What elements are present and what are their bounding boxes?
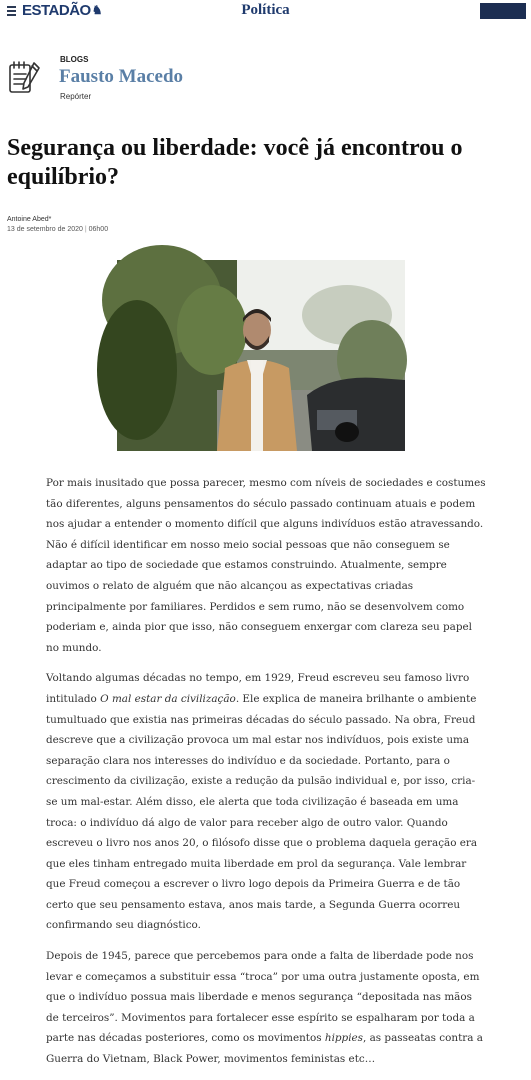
publish-date <box>7 226 108 233</box>
paragraph-2 <box>46 668 486 936</box>
top-bar <box>0 0 531 24</box>
time-text: 06h00 <box>88 226 109 233</box>
brand-name: ESTADÃO <box>22 2 91 19</box>
blog-name-link[interactable]: Fausto Macedo <box>59 66 184 87</box>
page-title: Segurança ou liberdade: você já encontrou o equilíbrio? <box>7 135 463 190</box>
article-body <box>46 473 486 1080</box>
section-title[interactable] <box>0 2 531 19</box>
portrait-image <box>117 260 405 451</box>
paragraph-3 <box>46 946 486 1070</box>
paragraph-1: Por mais inusitado que possa parecer, mesmo com níveis de sociedades e costumes tão diferentes, alguns pensamentos do século passado continuam atuais e podem nos ajudar a entender o momento difícil que alguns indivíduos estão atravessando. Não é difícil identificar em nosso meio social pessoas que não conseguem se adaptar ao tipo de sociedade que estamos construindo. Atualmente, sempre ouvimos o relato de alguém que não alcançou as expectativas criadas principalmente por familiares. Perdidos e sem rumo, não se desenvolvem como poderiam e, ainda pior que isso, não conseguem enxergar com clareza seu papel no mundo. <box>46 477 486 654</box>
article-photo <box>117 260 405 451</box>
section-label: Política <box>241 2 290 18</box>
blog-kicker: BLOGS <box>60 55 89 64</box>
blog-role: Repórter <box>60 92 92 101</box>
book-title: O mal estar da civilização <box>100 692 236 705</box>
author-byline: Antoine Abed* <box>7 216 52 223</box>
subscribe-button[interactable] <box>480 3 526 19</box>
horse-icon: ♞ <box>91 3 102 17</box>
notebook-pencil-icon <box>6 57 42 97</box>
hippies-term: hippies <box>324 1032 363 1045</box>
paragraph-2-text-a: Voltando algumas décadas no tempo, em 1929, Freud escreveu seu famoso livro intitulado <box>46 672 470 705</box>
paragraph-3-text-b: , as passeatas contra a Guerra do Vietnam, Black Power, movimentos feministas etc… <box>46 1032 483 1066</box>
paragraph-3-text-a: Depois de 1945, parece que percebemos para onde a falta de liberdade pode nos levar e começamos a substituir essa “troca” por uma outra justamente oposta, em que o indivíduo possua mais liberdade e menos segurança “depositada nas mãos de terceiros”. Movimentos para fortalecer esse espírito se espalharam por toda a parte nas décadas posteriores, como os movimentos <box>46 950 480 1045</box>
date-text: 13 de setembro de 2020 <box>7 226 83 233</box>
date-separator: | <box>84 226 87 233</box>
paragraph-2-text-b: . Ele explica de maneira brilhante o ambiente tumultuado que existia nas primeiras décadas do século passado. Na obra, Freud descreve que a civilização provoca um mal estar nos indivíduos, pois existe uma separação clara nos interesses do indivíduo e da sociedade. Portanto, para o crescimento da civilização, existe a redução da pulsão individual e, por isso, cria-se um mal-estar. Além disso, ele alerta que toda civilização é baseada em uma troca: o indivíduo dá algo de valor para receber algo de outro valor. Quando escreveu o livro nos anos 20, o filósofo disse que o problema daquela geração era que eles tinham entregado muita liberdade em prol da segurança. Vale lembrar que Freud começou a escrever o livro logo depois da Primeira Guerra e de tão certo que seu pensamento estava, anos mais tarde, a Segunda Guerra ocorreu confirmando seu diagnóstico. <box>46 692 478 932</box>
